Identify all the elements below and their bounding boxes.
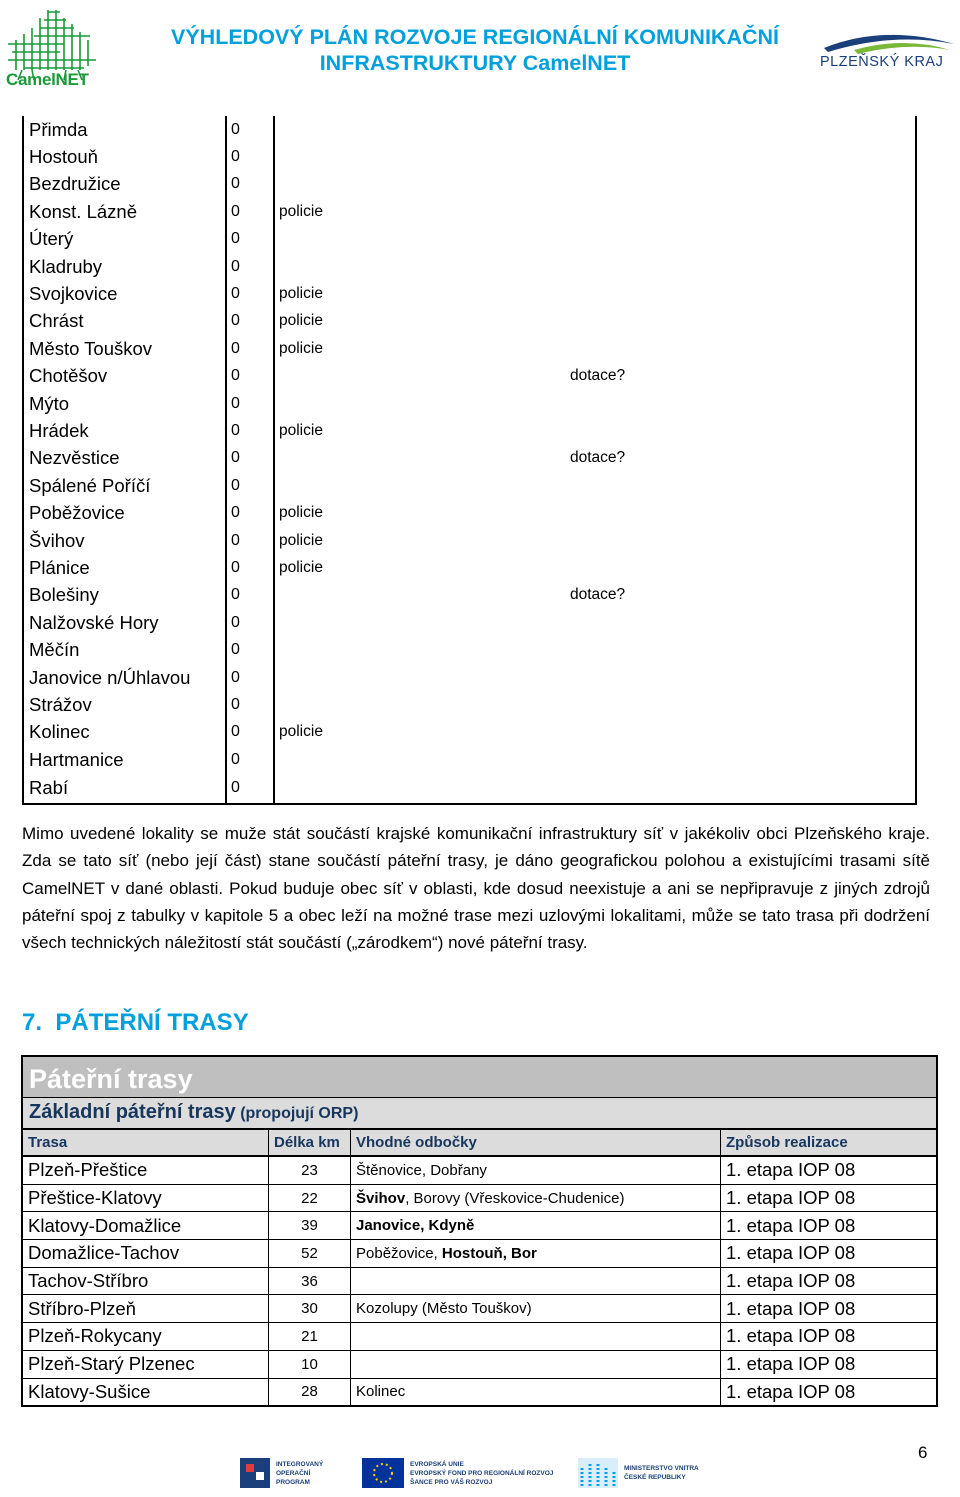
muni-value: 0 bbox=[226, 280, 274, 307]
camelnet-logo-text: CamelNET bbox=[6, 70, 89, 89]
muni-note bbox=[274, 773, 566, 804]
route-branches bbox=[351, 1295, 721, 1323]
muni-value: 0 bbox=[226, 609, 274, 636]
table-row bbox=[23, 746, 916, 773]
page-number: 6 bbox=[918, 1443, 928, 1462]
muni-dotace bbox=[566, 171, 916, 198]
muni-note bbox=[274, 253, 566, 280]
route-length: 28 bbox=[269, 1378, 351, 1405]
table-row bbox=[23, 280, 916, 307]
muni-name: Hrádek bbox=[29, 419, 89, 441]
body-paragraph: Mimo uvedené lokality se muže stát součástí krajské komunikační infrastruktury síť v jakékoliv obci Plzeňského kraje. Zda se tato síť (nebo její část) stane součástí páteřní trasy, je dáno geografickou polohou a existujícími trasami sítě CamelNET v dané oblasti. Pokud buduje obec síť v oblasti, kde dosud neexistuje a ani se nepřipravuje z jiných zdrojů páteřní spoj z tabulky v kapitole 5 a obec leží na možné trase mezi uzlovými lokalitami, může se tato trasa při dodržení všech technických náležitostí stát součástí („zárodkem“) nové páteřní trasy. bbox=[22, 824, 930, 953]
muni-value: 0 bbox=[226, 445, 274, 472]
muni-value: 0 bbox=[226, 198, 274, 225]
muni-name: Bezdružice bbox=[29, 173, 121, 195]
iop-line-2: OPERAČNÍ bbox=[276, 1470, 311, 1477]
muni-name: Kolinec bbox=[29, 721, 90, 743]
route-branches bbox=[351, 1267, 721, 1295]
muni-value: 0 bbox=[226, 308, 274, 335]
muni-dotace bbox=[566, 527, 916, 554]
muni-note bbox=[274, 143, 566, 170]
route-name: Plzeň-Přeštice bbox=[23, 1156, 269, 1184]
table-row bbox=[23, 226, 916, 253]
muni-name: Chotěšov bbox=[29, 365, 108, 387]
backbone-table-title: Páteřní trasy bbox=[23, 1057, 936, 1098]
muni-value: 0 bbox=[226, 582, 274, 609]
route-length: 39 bbox=[269, 1212, 351, 1240]
table-row bbox=[23, 1350, 936, 1378]
title-line-1: VÝHLEDOVÝ PLÁN ROZVOJE REGIONÁLNÍ KOMUNIKAČNÍ bbox=[170, 25, 779, 49]
table-row bbox=[23, 1378, 936, 1405]
table-row bbox=[23, 171, 916, 198]
muni-note bbox=[274, 746, 566, 773]
section-heading: 7. PÁTEŘNÍ TRASY bbox=[22, 1009, 249, 1036]
table-row bbox=[23, 1267, 936, 1295]
muni-value: 0 bbox=[226, 226, 274, 253]
muni-name: Bolešiny bbox=[29, 584, 99, 606]
subtitle-main: Základní páteřní trasy bbox=[29, 1101, 236, 1123]
col-realization: Způsob realizace bbox=[721, 1130, 937, 1156]
table-row bbox=[23, 499, 916, 526]
route-realization: 1. etapa IOP 08 bbox=[721, 1212, 937, 1240]
muni-dotace: dotace? bbox=[566, 363, 916, 390]
muni-dotace bbox=[566, 143, 916, 170]
route-realization: 1. etapa IOP 08 bbox=[721, 1184, 937, 1212]
table-row bbox=[23, 1323, 936, 1351]
muni-value: 0 bbox=[226, 664, 274, 691]
plzensky-kraj-logo-text: PLZEŇSKÝ KRAJ bbox=[820, 54, 944, 70]
muni-note bbox=[274, 445, 566, 472]
muni-dotace bbox=[566, 226, 916, 253]
subtitle-note: (propojují ORP) bbox=[240, 1105, 359, 1122]
muni-note: policie bbox=[274, 417, 566, 444]
branch-text: Hostouň, Bor bbox=[441, 1244, 537, 1262]
muni-name: Město Touškov bbox=[29, 337, 153, 359]
branch-text: Kozolupy (Město Touškov) bbox=[356, 1300, 532, 1318]
muni-note: policie bbox=[274, 499, 566, 526]
muni-name: Nalžovské Hory bbox=[29, 611, 159, 633]
muni-name: Poběžovice bbox=[29, 502, 125, 524]
mvcr-line-1: MINISTERSTVO VNITRA bbox=[624, 1465, 699, 1472]
backbone-routes bbox=[23, 1130, 936, 1405]
muni-name: Konst. Lázně bbox=[29, 200, 137, 222]
muni-name: Mýto bbox=[29, 392, 70, 414]
iop-line-1: INTEGROVANÝ bbox=[276, 1461, 324, 1468]
muni-note: policie bbox=[274, 280, 566, 307]
footer-logos bbox=[240, 1452, 700, 1494]
muni-value: 0 bbox=[226, 116, 274, 143]
muni-value: 0 bbox=[226, 171, 274, 198]
muni-note bbox=[274, 636, 566, 663]
col-route: Trasa bbox=[23, 1130, 269, 1156]
muni-value: 0 bbox=[226, 363, 274, 390]
table-row bbox=[23, 363, 916, 390]
muni-dotace bbox=[566, 664, 916, 691]
muni-note bbox=[274, 609, 566, 636]
route-name: Klatovy-Domažlice bbox=[23, 1212, 269, 1240]
backbone-table bbox=[21, 1055, 938, 1407]
table-row bbox=[23, 609, 916, 636]
muni-note: policie bbox=[274, 335, 566, 362]
muni-value: 0 bbox=[226, 472, 274, 499]
municipality-table bbox=[22, 116, 917, 805]
muni-name: Svojkovice bbox=[29, 283, 118, 305]
route-branches bbox=[351, 1240, 721, 1268]
muni-dotace bbox=[566, 390, 916, 417]
route-branches bbox=[351, 1184, 721, 1212]
muni-note bbox=[274, 664, 566, 691]
table-row bbox=[23, 719, 916, 746]
route-realization: 1. etapa IOP 08 bbox=[721, 1156, 937, 1184]
branch-text: Štěnovice, Dobřany bbox=[356, 1161, 487, 1179]
muni-name: Spálené Poříčí bbox=[29, 474, 151, 496]
muni-note: policie bbox=[274, 308, 566, 335]
muni-dotace bbox=[566, 253, 916, 280]
page-header bbox=[0, 0, 960, 110]
muni-dotace bbox=[566, 472, 916, 499]
muni-dotace: dotace? bbox=[566, 445, 916, 472]
muni-name: Plánice bbox=[29, 556, 90, 578]
muni-dotace bbox=[566, 719, 916, 746]
route-length: 52 bbox=[269, 1240, 351, 1268]
muni-value: 0 bbox=[226, 719, 274, 746]
muni-value: 0 bbox=[226, 691, 274, 718]
muni-name: Janovice n/Úhlavou bbox=[29, 666, 191, 688]
table-row bbox=[23, 1212, 936, 1240]
route-branches bbox=[351, 1323, 721, 1351]
route-length: 22 bbox=[269, 1184, 351, 1212]
table-row bbox=[23, 1184, 936, 1212]
muni-note bbox=[274, 691, 566, 718]
route-length: 21 bbox=[269, 1323, 351, 1351]
route-length: 36 bbox=[269, 1267, 351, 1295]
route-branches bbox=[351, 1156, 721, 1184]
muni-dotace bbox=[566, 746, 916, 773]
muni-note bbox=[274, 363, 566, 390]
muni-note bbox=[274, 116, 566, 143]
muni-dotace bbox=[566, 691, 916, 718]
iop-line-3: PROGRAM bbox=[276, 1479, 310, 1486]
eu-line-3: ŠANCE PRO VÁŠ ROZVOJ bbox=[410, 1479, 493, 1486]
muni-note bbox=[274, 226, 566, 253]
table-row bbox=[23, 554, 916, 581]
muni-note bbox=[274, 582, 566, 609]
muni-note: policie bbox=[274, 554, 566, 581]
muni-name: Hartmanice bbox=[29, 748, 124, 770]
muni-name: Strážov bbox=[29, 693, 92, 715]
muni-dotace bbox=[566, 609, 916, 636]
table-row bbox=[23, 308, 916, 335]
table-row bbox=[23, 417, 916, 444]
route-realization: 1. etapa IOP 08 bbox=[721, 1267, 937, 1295]
eu-line-1: EVROPSKÁ UNIE bbox=[410, 1461, 464, 1468]
title-line-2: INFRASTRUKTURY CamelNET bbox=[319, 51, 631, 75]
table-row bbox=[23, 1240, 936, 1268]
backbone-table-subtitle bbox=[23, 1098, 936, 1130]
route-realization: 1. etapa IOP 08 bbox=[721, 1350, 937, 1378]
muni-dotace bbox=[566, 417, 916, 444]
muni-value: 0 bbox=[226, 417, 274, 444]
route-branches bbox=[351, 1378, 721, 1405]
muni-value: 0 bbox=[226, 390, 274, 417]
table-row bbox=[23, 445, 916, 472]
muni-note: policie bbox=[274, 527, 566, 554]
muni-value: 0 bbox=[226, 527, 274, 554]
muni-value: 0 bbox=[226, 335, 274, 362]
muni-value: 0 bbox=[226, 143, 274, 170]
eu-logo-icon bbox=[362, 1458, 554, 1488]
muni-name: Přimda bbox=[29, 118, 88, 140]
muni-name: Švihov bbox=[29, 529, 85, 551]
muni-dotace bbox=[566, 773, 916, 804]
muni-name: Kladruby bbox=[29, 255, 103, 277]
muni-value: 0 bbox=[226, 636, 274, 663]
table-row bbox=[23, 527, 916, 554]
route-branches bbox=[351, 1350, 721, 1378]
muni-note bbox=[274, 390, 566, 417]
mvcr-line-2: ČESKÉ REPUBLIKY bbox=[624, 1474, 686, 1481]
table-row bbox=[23, 636, 916, 663]
iop-logo-icon bbox=[240, 1458, 324, 1488]
table-row bbox=[23, 390, 916, 417]
muni-note: policie bbox=[274, 198, 566, 225]
eu-line-2: EVROPSKÝ FOND PRO REGIONÁLNÍ ROZVOJ bbox=[410, 1470, 554, 1477]
table-row bbox=[23, 691, 916, 718]
route-realization: 1. etapa IOP 08 bbox=[721, 1295, 937, 1323]
route-branches bbox=[351, 1212, 721, 1240]
route-name: Přeštice-Klatovy bbox=[23, 1184, 269, 1212]
muni-name: Rabí bbox=[29, 777, 69, 799]
muni-dotace bbox=[566, 335, 916, 362]
route-length: 23 bbox=[269, 1156, 351, 1184]
muni-dotace bbox=[566, 636, 916, 663]
muni-value: 0 bbox=[226, 554, 274, 581]
route-name: Stříbro-Plzeň bbox=[23, 1295, 269, 1323]
table-row bbox=[23, 116, 916, 143]
muni-note bbox=[274, 472, 566, 499]
header-row bbox=[23, 1130, 936, 1156]
branch-text: Kolinec bbox=[356, 1383, 406, 1401]
table-row bbox=[23, 472, 916, 499]
muni-name: Hostouň bbox=[29, 146, 98, 168]
table-row bbox=[23, 1156, 936, 1184]
muni-dotace: dotace? bbox=[566, 582, 916, 609]
route-name: Klatovy-Sušice bbox=[28, 1380, 151, 1402]
muni-value: 0 bbox=[226, 499, 274, 526]
document-title bbox=[120, 24, 830, 76]
route-length: 30 bbox=[269, 1295, 351, 1323]
muni-dotace bbox=[566, 308, 916, 335]
table-row bbox=[23, 582, 916, 609]
table-row bbox=[23, 198, 916, 225]
muni-value: 0 bbox=[226, 253, 274, 280]
muni-name: Nezvěstice bbox=[29, 447, 120, 469]
table-row bbox=[23, 773, 916, 804]
muni-note bbox=[274, 171, 566, 198]
branch-text: Janovice, Kdyně bbox=[356, 1217, 475, 1235]
route-length: 10 bbox=[269, 1350, 351, 1378]
branch-text: , Borovy (Vřeskovice-Chudenice) bbox=[405, 1189, 625, 1207]
muni-dotace bbox=[566, 499, 916, 526]
muni-dotace bbox=[566, 554, 916, 581]
muni-name: Úterý bbox=[29, 228, 74, 250]
route-realization: 1. etapa IOP 08 bbox=[721, 1240, 937, 1268]
muni-name: Měčín bbox=[29, 639, 80, 661]
muni-name: Chrást bbox=[29, 310, 84, 332]
col-length: Délka km bbox=[269, 1130, 351, 1156]
route-realization: 1. etapa IOP 08 bbox=[721, 1378, 937, 1405]
table-row bbox=[23, 335, 916, 362]
route-name: Plzeň-Rokycany bbox=[23, 1323, 269, 1351]
muni-dotace bbox=[566, 280, 916, 307]
muni-value: 0 bbox=[226, 746, 274, 773]
mvcr-logo-icon bbox=[578, 1458, 699, 1488]
muni-value: 0 bbox=[226, 773, 274, 804]
branch-text: Poběžovice, bbox=[356, 1244, 442, 1262]
muni-dotace bbox=[566, 116, 916, 143]
route-name: Domažlice-Tachov bbox=[23, 1240, 269, 1268]
table-row bbox=[23, 664, 916, 691]
route-realization: 1. etapa IOP 08 bbox=[721, 1323, 937, 1351]
col-branches: Vhodné odbočky bbox=[351, 1130, 721, 1156]
route-name: Plzeň-Starý Plzenec bbox=[23, 1350, 269, 1378]
muni-dotace bbox=[566, 198, 916, 225]
table-row bbox=[23, 1295, 936, 1323]
table-row bbox=[23, 253, 916, 280]
route-name: Tachov-Stříbro bbox=[23, 1267, 269, 1295]
branch-text: Švihov bbox=[356, 1189, 406, 1207]
table-row bbox=[23, 143, 916, 170]
muni-note: policie bbox=[274, 719, 566, 746]
